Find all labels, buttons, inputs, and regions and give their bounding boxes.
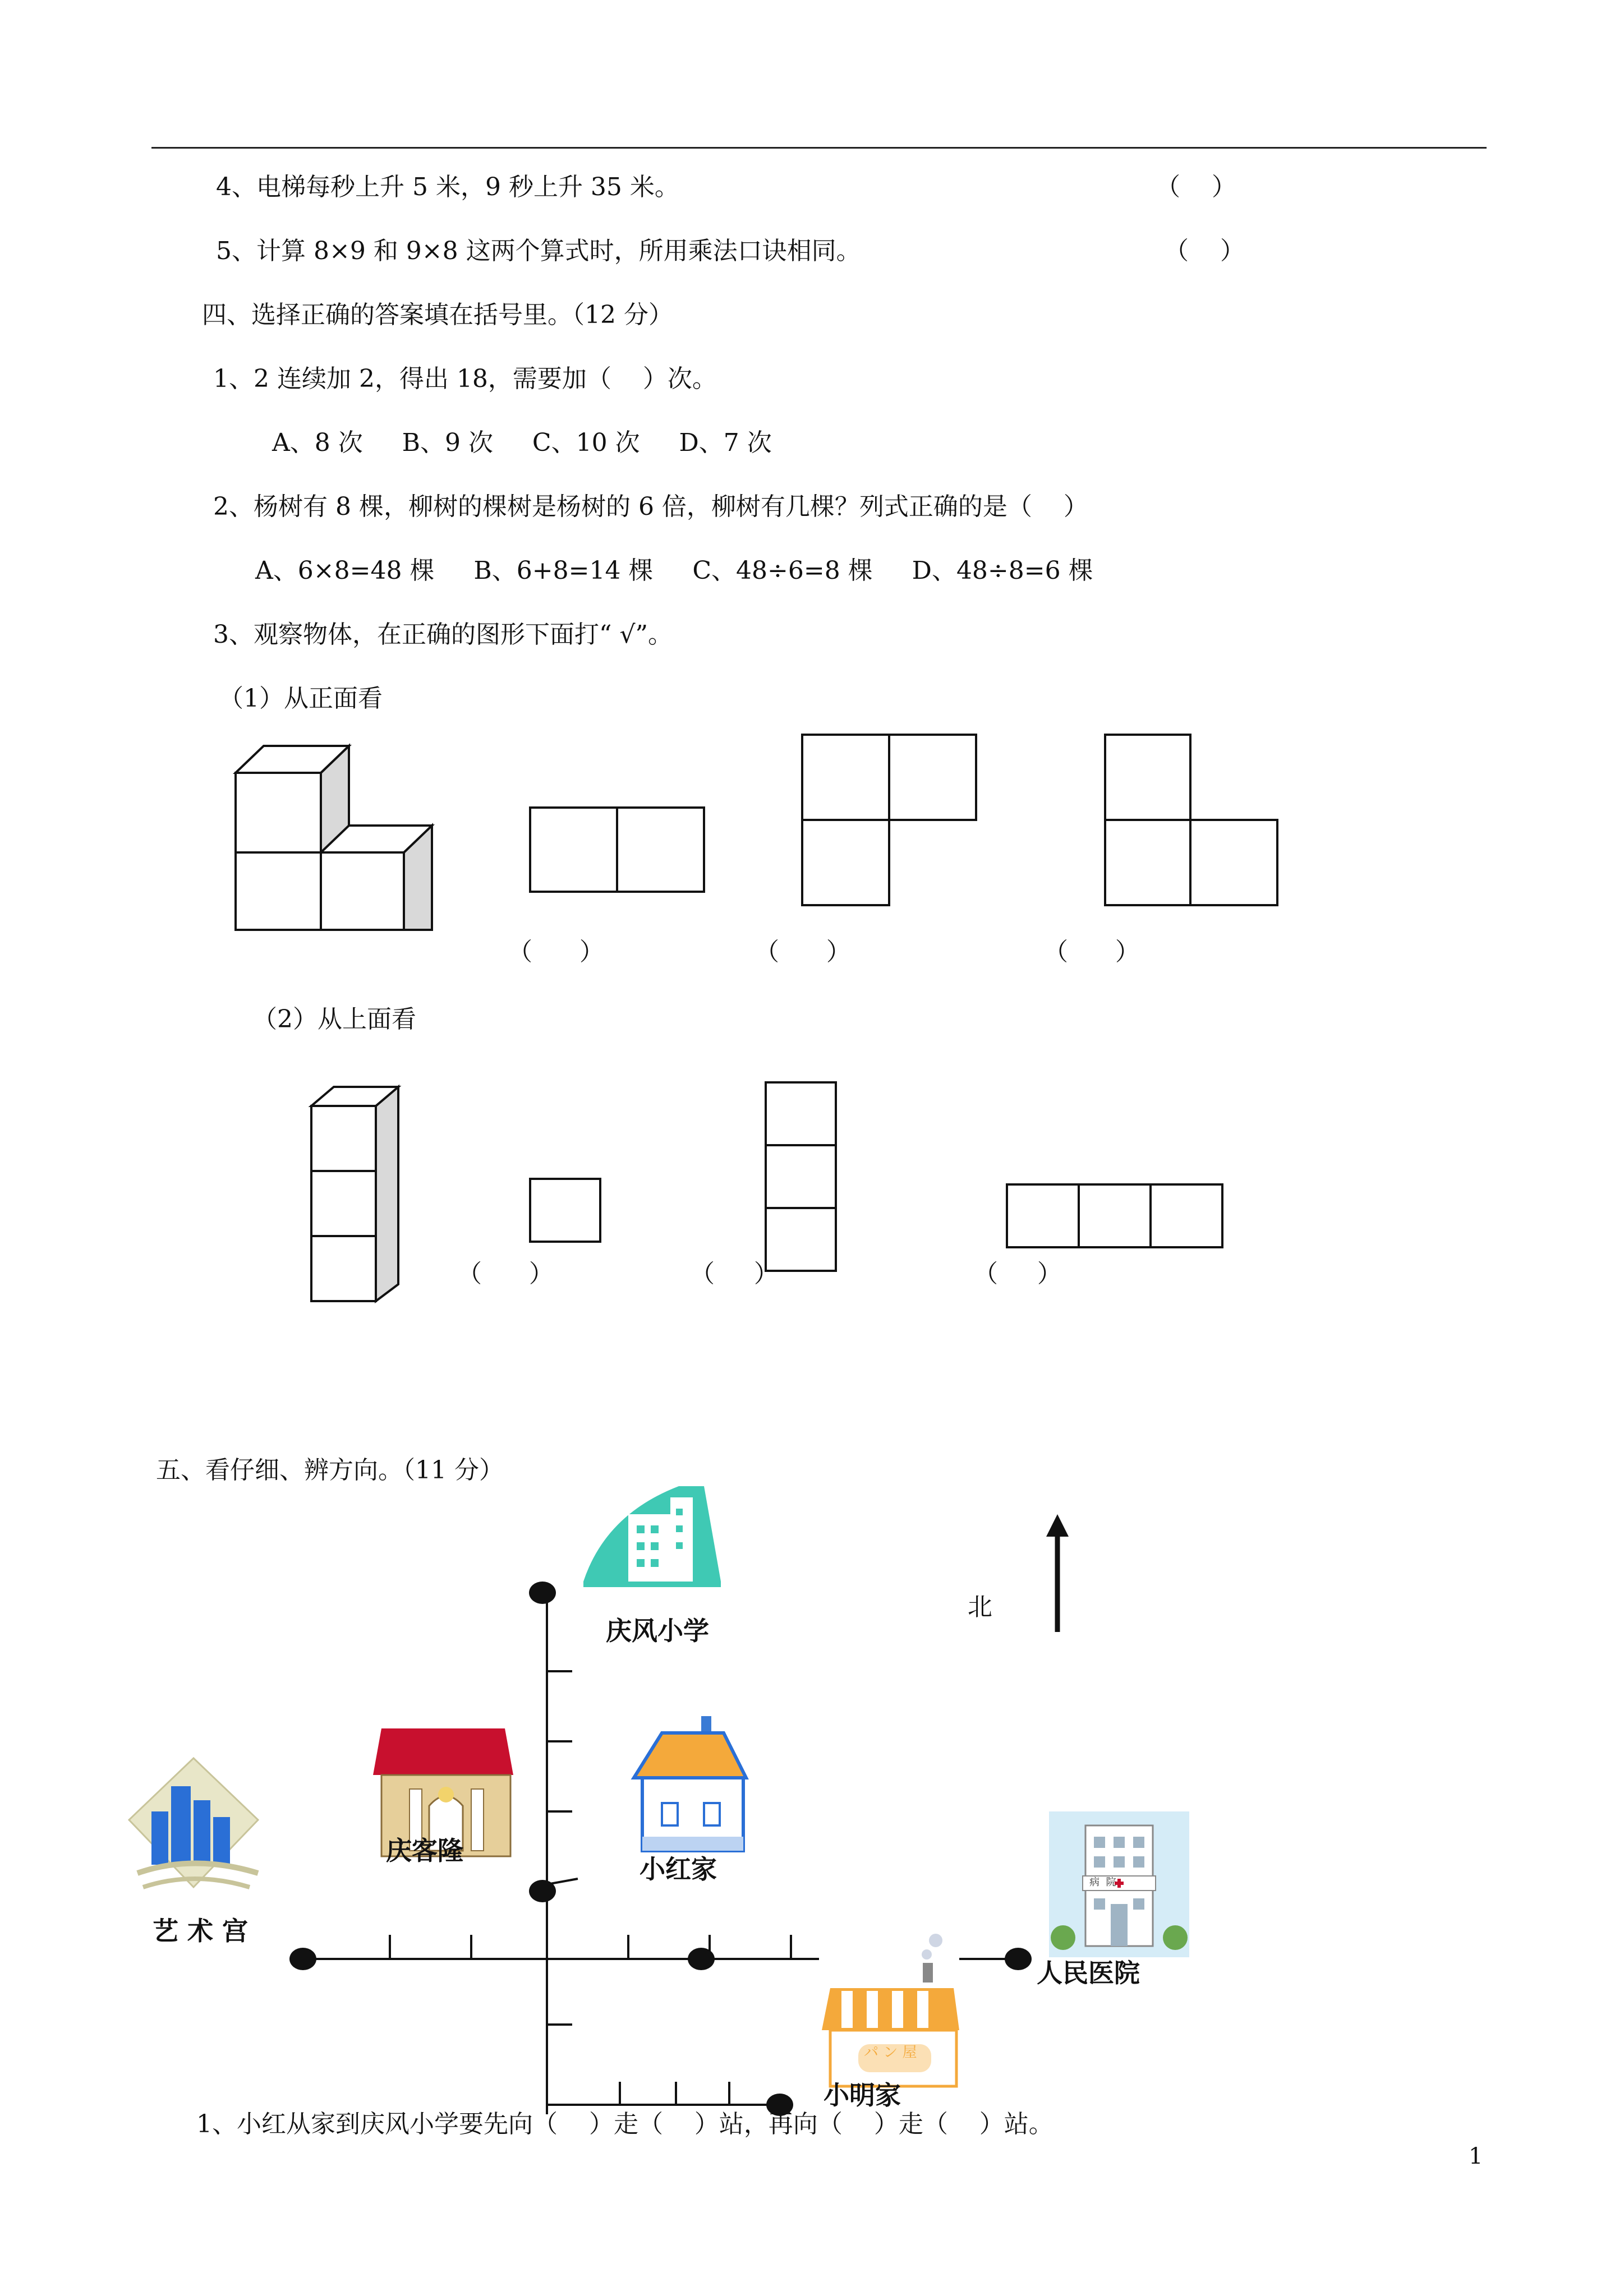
arts-palace-label: 艺 术 宫 <box>153 1916 249 1946</box>
question-3-4: 4、电梯每秒上升 5 米，9 秒上升 35 米。 <box>216 173 679 201</box>
arts-palace-icon <box>129 1758 258 1887</box>
school-icon <box>583 1486 721 1587</box>
xiaoming-label: 小明家 <box>823 2080 901 2110</box>
question-4-3: 3、观察物体，在正确的图形下面打“ √”。 <box>213 620 673 649</box>
answer-blank-top-c[interactable]: （ ） <box>973 1260 1062 1288</box>
xiaohong-label: 小红家 <box>640 1854 717 1884</box>
north-label: 北 <box>968 1593 992 1621</box>
options-4-1: A、8 次 B、9 次 C、10 次 D、7 次 <box>272 428 772 457</box>
bakery-sign: パ ン 屋 <box>864 2044 917 2061</box>
question-4-1: 1、2 连续加 2，得出 18，需要加（ ）次。 <box>213 365 717 393</box>
school-label: 庆风小学 <box>606 1616 709 1646</box>
page-number: 1 <box>1469 2143 1483 2169</box>
section-5-heading: 五、看仔细、辨方向。（11 分） <box>156 1456 504 1484</box>
xiaoming-bakery-icon <box>822 1934 959 2086</box>
xiaohong-house-icon <box>634 1716 746 1851</box>
answer-blank-top-b[interactable]: （ ） <box>690 1260 779 1288</box>
answer-blank-front-c[interactable]: （ ） <box>1043 938 1140 966</box>
answer-blank-3-5[interactable]: （ ） <box>1164 237 1245 265</box>
hospital-sign: 病 院 <box>1089 1877 1116 1888</box>
question-3-5: 5、计算 8×9 和 9×8 这两个算式时，所用乘法口诀相同。 <box>216 237 861 265</box>
answer-blank-front-b[interactable]: （ ） <box>755 938 851 966</box>
hospital-label: 人民医院 <box>1037 1958 1140 1988</box>
question-5-1: 1、小红从家到庆风小学要先向（ ）走（ ）站，再向（ ）走（ ）站。 <box>196 2110 1053 2138</box>
part-2-label: （2）从上面看 <box>252 1005 416 1034</box>
palace-label: 庆客隆 <box>386 1836 463 1866</box>
part-1-label: （1）从正面看 <box>219 684 383 713</box>
answer-blank-front-a[interactable]: （ ） <box>508 938 604 966</box>
question-4-2: 2、杨树有 8 棵，柳树的棵树是杨树的 6 倍，柳树有几棵？列式正确的是（ ） <box>213 492 1088 521</box>
hospital-icon <box>1049 1811 1189 1957</box>
section-4-heading: 四、选择正确的答案填在括号里。（12 分） <box>202 301 673 329</box>
north-arrow <box>1046 1514 1069 1632</box>
options-4-2: A、6×8=48 棵 B、6+8=14 棵 C、48÷6=8 棵 D、48÷8=6 棵 <box>255 556 1093 585</box>
answer-blank-3-4[interactable]: （ ） <box>1156 173 1236 201</box>
answer-blank-top-a[interactable]: （ ） <box>457 1260 554 1288</box>
